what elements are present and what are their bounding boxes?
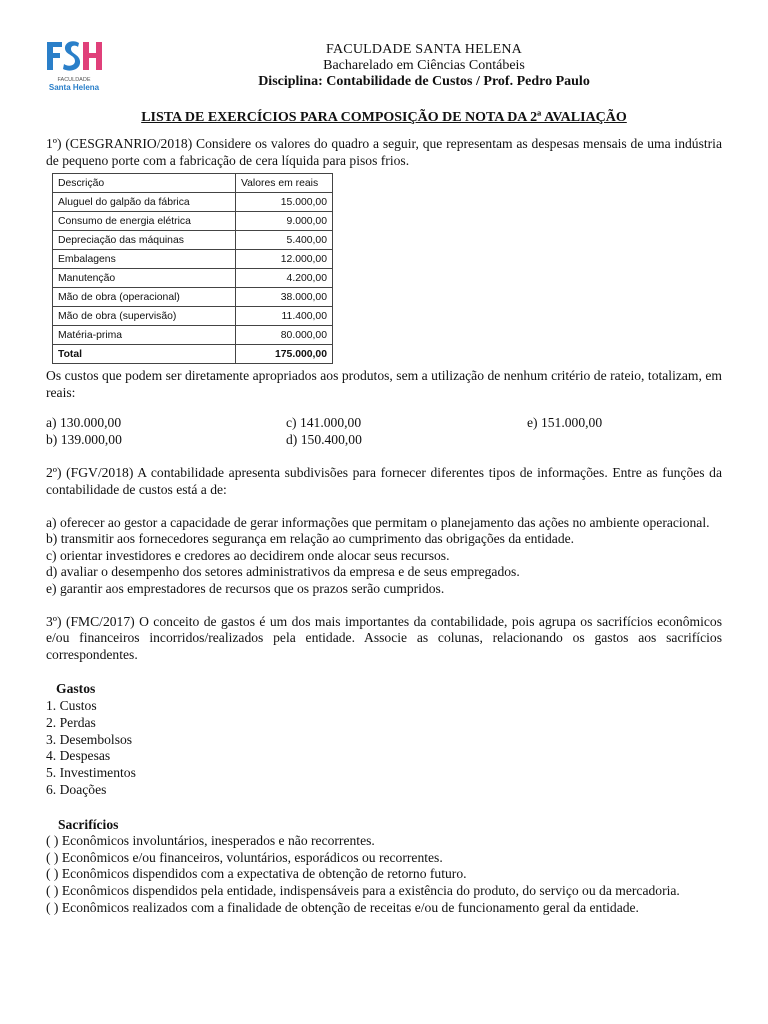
q3-statement: 3º) (FMC/2017) O conceito de gastos é um dos mais importantes da contabilidade, pois agrupa os sacrifícios econômicos e/ou financeiros incorridos/realizados pela entidade. Associe as colunas, relacionando os gastos aos sacrifícios correspondentes.: [46, 613, 722, 662]
table-header-row: [53, 174, 333, 193]
document-header: [140, 42, 708, 90]
table-row: [53, 193, 333, 212]
list-item: ( ) Econômicos realizados com a finalidade de obtenção de receitas e/ou de funcionamento geral da entidade.: [46, 899, 639, 915]
q2-option-b: b) transmitir aos fornecedores segurança em relação ao cumprimento das obrigações da entidade.: [46, 531, 575, 547]
gastos-list: [46, 698, 722, 799]
table-row: [53, 231, 333, 250]
q1-statement: 1º) (CESGRANRIO/2018) Considere os valores do quadro a seguir, que representam as despesas mensais de uma indústria de pequeno porte com a fabricação de cera líquida para pisos frios.: [46, 136, 722, 168]
table-cell-description: Aluguel do galpão da fábrica: [53, 193, 236, 212]
discipline-line: Disciplina: Contabilidade de Custos / Prof. Pedro Paulo: [258, 74, 590, 89]
table-cell-value: 12.000,00: [236, 250, 333, 269]
table-cell-value: 80.000,00: [236, 326, 333, 345]
q2-option-e: e) garantir aos emprestadores de recursos que os prazos serão cumpridos.: [46, 580, 445, 596]
course-name: Bacharelado em Ciências Contábeis: [323, 58, 525, 73]
q1-option-b: b) 139.000,00: [46, 432, 122, 448]
document-title: LISTA DE EXERCÍCIOS PARA COMPOSIÇÃO DE NOTA DA 2ª AVALIAÇÃO: [141, 110, 627, 125]
table-cell-value: 9.000,00: [236, 212, 333, 231]
logo-caption-bottom: Santa Helena: [48, 83, 100, 92]
table-cell-description: Embalagens: [53, 250, 236, 269]
table-cell-description: Depreciação das máquinas: [53, 231, 236, 250]
document-body: [46, 110, 722, 916]
q1-option-a: a) 130.000,00: [46, 415, 122, 431]
list-item: ( ) Econômicos e/ou financeiros, voluntários, esporádicos ou recorrentes.: [46, 849, 443, 865]
table-row: [53, 269, 333, 288]
table-cell-value: 15.000,00: [236, 193, 333, 212]
table-cell-value: 11.400,00: [236, 307, 333, 326]
q2-option-a: a) oferecer ao gestor a capacidade de gerar informações que permitam o planejamento das ações no ambiente operacional.: [46, 514, 710, 530]
table-cell-value: 38.000,00: [236, 288, 333, 307]
list-item: 2. Perdas: [46, 714, 96, 730]
gastos-heading: Gastos: [56, 681, 96, 697]
list-item: ( ) Econômicos dispendidos com a expectativa de obtenção de retorno futuro.: [46, 866, 467, 882]
table-total-row: [53, 345, 333, 364]
table-cell-description: Matéria-prima: [53, 326, 236, 345]
table-total-label: Total: [53, 345, 236, 364]
q2-option-d: d) avaliar o desempenho dos setores administrativos da empresa e de seus empregados.: [46, 564, 520, 580]
q1-option-e: e) 151.000,00: [527, 415, 603, 431]
list-item: 6. Doações: [46, 781, 107, 797]
table-row: [53, 250, 333, 269]
expenses-table: [52, 173, 333, 364]
list-item: ( ) Econômicos involuntários, inesperados e não recorrentes.: [46, 833, 375, 849]
list-item: 3. Desembolsos: [46, 731, 133, 747]
q2-options: [46, 515, 722, 598]
sacrificios-heading: Sacrifícios: [58, 816, 119, 832]
table-header-values: Valores em reais: [236, 174, 333, 193]
table-cell-description: Mão de obra (supervisão): [53, 307, 236, 326]
table-cell-value: 4.200,00: [236, 269, 333, 288]
table-cell-description: Manutenção: [53, 269, 236, 288]
q2-statement: 2º) (FGV/2018) A contabilidade apresenta subdivisões para fornecer diferentes tipos de informações. Entre as funções da contabilidade de custos está a de:: [46, 465, 722, 497]
table-total-value: 175.000,00: [236, 345, 333, 364]
table-row: [53, 212, 333, 231]
q1-option-c: c) 141.000,00: [286, 415, 362, 431]
table-cell-description: Mão de obra (operacional): [53, 288, 236, 307]
table-row: [53, 307, 333, 326]
q1-option-d: d) 150.400,00: [286, 432, 362, 448]
table-header-description: Descrição: [53, 174, 236, 193]
q1-options: [46, 415, 722, 449]
logo-caption-top: FACULDADE: [57, 77, 91, 83]
table-row: [53, 288, 333, 307]
list-item: ( ) Econômicos dispendidos pela entidade, indispensáveis para a existência do produto, do serviço ou da mercadoria.: [46, 883, 680, 899]
sacrificios-list: [46, 833, 722, 916]
table-row: [53, 326, 333, 345]
q1-question: Os custos que podem ser diretamente apropriados aos produtos, sem a utilização de nenhum critério de rateio, totalizam, em reais:: [46, 368, 722, 400]
institution-name: FACULDADE SANTA HELENA: [326, 42, 522, 57]
table-cell-value: 5.400,00: [236, 231, 333, 250]
faculty-logo-icon: [44, 36, 114, 94]
table-cell-description: Consumo de energia elétrica: [53, 212, 236, 231]
list-item: 5. Investimentos: [46, 765, 136, 781]
list-item: 4. Despesas: [46, 748, 111, 764]
q2-option-c: c) orientar investidores e credores ao decidirem onde alocar seus recursos.: [46, 547, 450, 563]
list-item: 1. Custos: [46, 697, 97, 713]
